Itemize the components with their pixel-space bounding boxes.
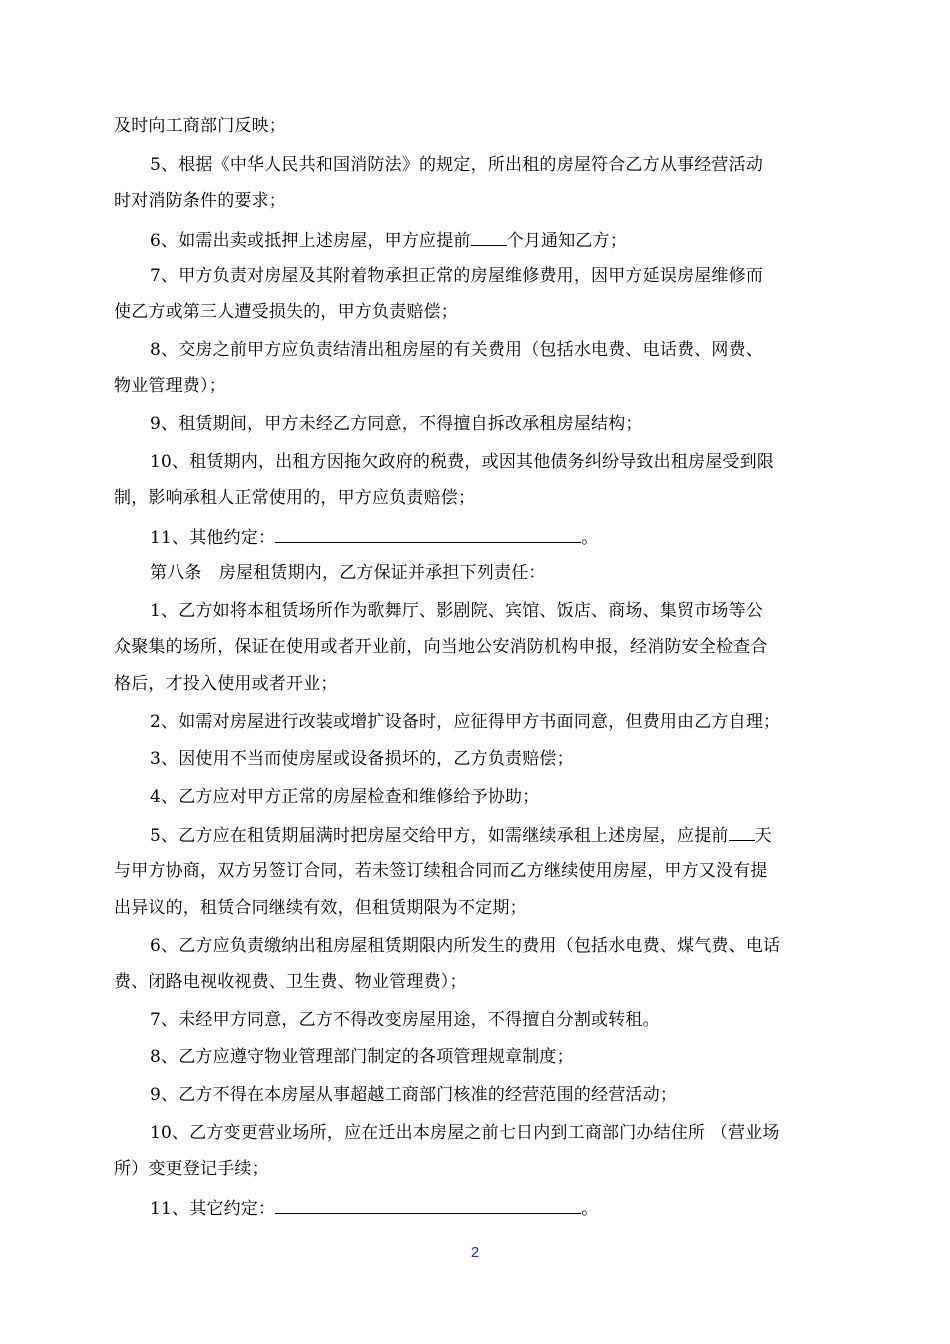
text-line bbox=[150, 155, 763, 175]
text-line bbox=[150, 712, 780, 732]
text-line bbox=[114, 674, 338, 694]
fill-blank bbox=[729, 824, 755, 841]
text-line bbox=[150, 1123, 780, 1143]
text-line-content: 7、未经甲方同意，乙方不得改变房屋用途，不得擅自分割或转租。 bbox=[150, 1010, 660, 1030]
text-line bbox=[114, 488, 475, 508]
text-line bbox=[150, 266, 763, 286]
text-line-content: 9、租赁期间，甲方未经乙方同意，不得擅自拆改承租房屋结构； bbox=[150, 414, 643, 434]
text-line bbox=[150, 229, 627, 251]
text-line bbox=[150, 787, 539, 807]
text-line bbox=[150, 452, 774, 472]
text-line bbox=[150, 824, 772, 846]
text-line-content: 格后，才投入使用或者开业； bbox=[114, 674, 338, 694]
section-heading bbox=[150, 563, 546, 583]
text-line-content: 6、如需出卖或抵押上述房屋，甲方应提前 bbox=[150, 231, 471, 251]
text-line-content: 使乙方或第三人遭受损失的，甲方负责赔偿； bbox=[114, 302, 458, 322]
text-line-content: 10、乙方变更营业场所，应在迁出本房屋之前七日内到工商部门办结住所 （营业场 bbox=[150, 1123, 780, 1143]
text-line bbox=[114, 376, 226, 396]
text-line-content: 所）变更登记手续； bbox=[114, 1159, 269, 1179]
text-line-content: 时对消防条件的要求； bbox=[114, 191, 286, 211]
fill-blank bbox=[275, 526, 581, 543]
text-line-content: 出异议的，租赁合同继续有效，但租赁期限为不定期； bbox=[114, 898, 527, 918]
text-line-content: 5、根据《中华人民共和国消防法》的规定，所出租的房屋符合乙方从事经营活动 bbox=[150, 155, 764, 175]
text-line bbox=[114, 861, 768, 881]
text-line-content: 9、乙方不得在本房屋从事超越工商部门核准的经营范围的经营活动； bbox=[150, 1085, 678, 1105]
text-line-content: 8、交房之前甲方应负责结清出租房屋的有关费用（包括水电费、电话费、网费、 bbox=[150, 340, 764, 360]
text-line-content: 与甲方协商，双方另签订合同，若未签订续租合同而乙方继续使用房屋，甲方又没有提 bbox=[114, 861, 768, 881]
text-line-content: 费、闭路电视收视费、卫生费、物业管理费）； bbox=[114, 972, 467, 992]
text-line-content: 1、乙方如将本租赁场所作为歌舞厅、影剧院、宾馆、饭店、商场、集贸市场等公 bbox=[150, 601, 764, 621]
text-line-content: 第八条 房屋租赁期内，乙方保证并承担下列责任： bbox=[150, 563, 546, 583]
text-line-content: 天 bbox=[754, 826, 772, 846]
text-line bbox=[114, 116, 286, 136]
text-line-content: 众聚集的场所，保证在使用或者开业前，向当地公安消防机构申报，经消防安全检查合 bbox=[114, 637, 768, 657]
text-line bbox=[114, 302, 458, 322]
text-line-content: 11、其他约定： bbox=[150, 528, 276, 548]
text-line bbox=[114, 898, 527, 918]
text-line bbox=[150, 936, 780, 956]
page-number: 2 bbox=[470, 1244, 480, 1261]
text-line-content: 11、其它约定： bbox=[150, 1199, 276, 1219]
fill-blank bbox=[275, 1197, 581, 1214]
text-line bbox=[150, 601, 763, 621]
text-line bbox=[150, 1197, 598, 1219]
fill-blank bbox=[471, 229, 507, 246]
text-line bbox=[114, 191, 286, 211]
text-line bbox=[150, 414, 643, 434]
text-line-content: 3、因使用不当而使房屋或设备损坏的，乙方负责赔偿； bbox=[150, 749, 574, 769]
text-line-content: 2、如需对房屋进行改装或增扩设备时，应征得甲方书面同意，但费用由乙方自理； bbox=[150, 712, 781, 732]
text-line bbox=[150, 1010, 660, 1030]
text-line-content: 。 bbox=[581, 528, 599, 548]
text-line-content: 10、租赁期内，出租方因拖欠政府的税费，或因其他债务纠纷导致出租房屋受到限 bbox=[150, 452, 775, 472]
text-line-content: 6、乙方应负责缴纳出租房屋租赁期限内所发生的费用（包括水电费、煤气费、电话 bbox=[150, 936, 781, 956]
text-line-content: 制，影响承租人正常使用的，甲方应负责赔偿； bbox=[114, 488, 476, 508]
text-line bbox=[150, 749, 574, 769]
text-line-content: 。 bbox=[581, 1199, 599, 1219]
text-line-content: 8、乙方应遵守物业管理部门制定的各项管理规章制度； bbox=[150, 1047, 574, 1067]
text-line-content: 5、乙方应在租赁期届满时把房屋交给甲方，如需继续承租上述房屋，应提前 bbox=[150, 826, 729, 846]
text-line bbox=[150, 340, 763, 360]
text-line-content: 及时向工商部门反映； bbox=[114, 116, 286, 136]
text-line bbox=[150, 1085, 677, 1105]
text-line bbox=[114, 1159, 269, 1179]
text-line bbox=[150, 526, 598, 548]
text-line bbox=[114, 637, 768, 657]
text-line-content: 个月通知乙方； bbox=[506, 231, 628, 251]
text-line-content: 7、甲方负责对房屋及其附着物承担正常的房屋维修费用，因甲方延误房屋维修而 bbox=[150, 266, 764, 286]
text-line-content: 4、乙方应对甲方正常的房屋检查和维修给予协助； bbox=[150, 787, 540, 807]
text-line bbox=[150, 1047, 574, 1067]
text-line bbox=[114, 972, 467, 992]
text-line-content: 物业管理费）； bbox=[114, 376, 226, 396]
